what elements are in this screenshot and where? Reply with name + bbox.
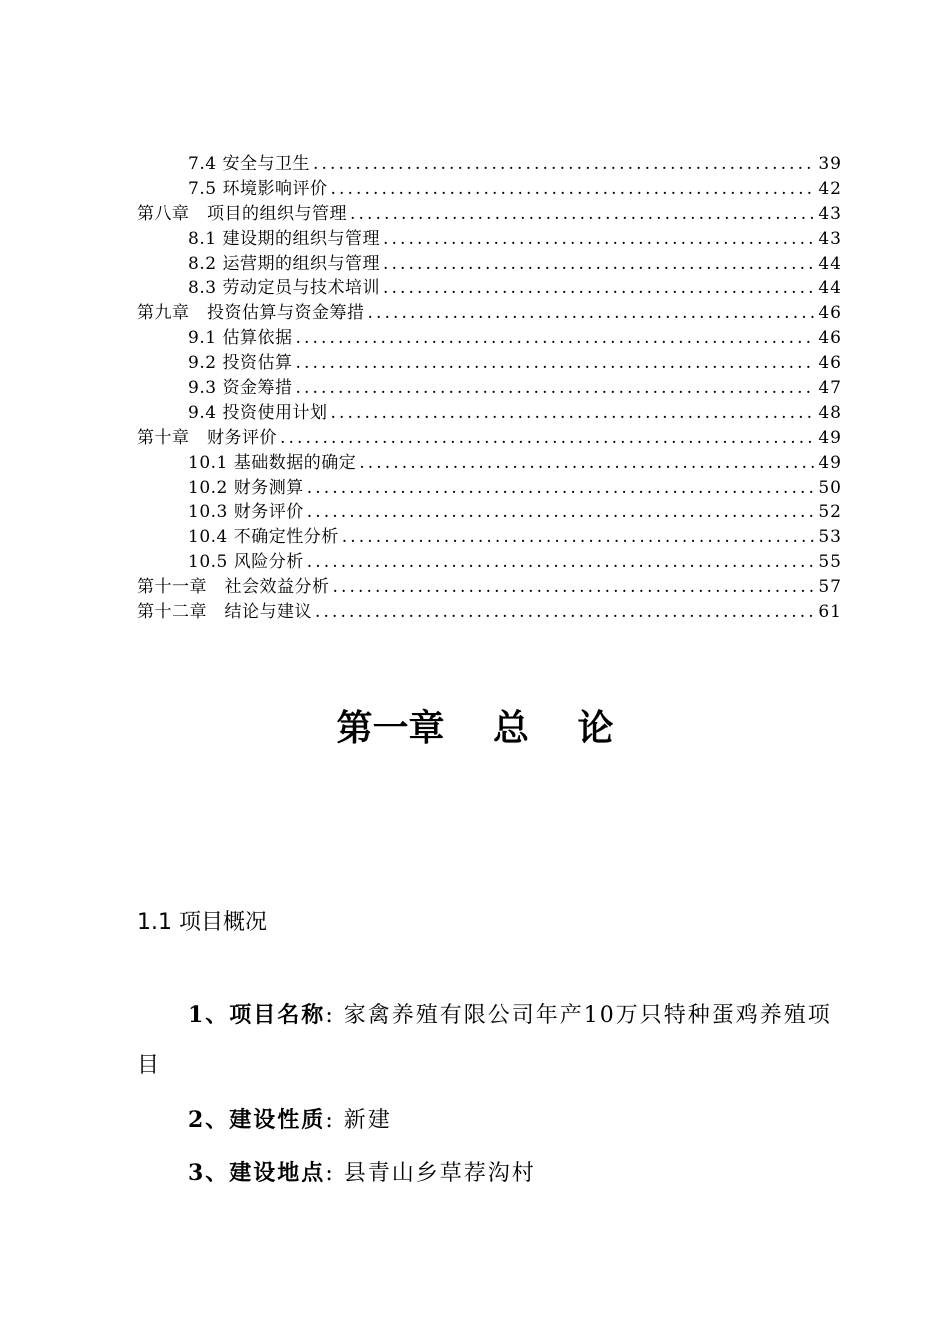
toc-entry[interactable] (137, 575, 842, 600)
toc-entry-page: 46 (818, 328, 842, 349)
project-name-paragraph (137, 990, 842, 1091)
toc-entry-page: 39 (818, 154, 842, 174)
toc-leader-dots (330, 177, 815, 202)
project-name-separator: : (325, 1003, 335, 1028)
toc-entry[interactable] (137, 600, 842, 625)
toc-entry-page: 42 (818, 178, 842, 199)
toc-entry-label: 8.3 劳动定员与技术培训 (188, 278, 380, 299)
toc-entry-label: 第十一章 社会效益分析 (137, 577, 330, 598)
toc-entry[interactable] (137, 550, 842, 575)
construction-type-paragraph (137, 1095, 842, 1146)
toc-entry[interactable] (137, 525, 842, 550)
toc-entry-label: 第十二章 结论与建议 (137, 602, 312, 623)
toc-leader-dots (315, 600, 815, 625)
toc-entry[interactable] (137, 451, 842, 476)
toc-entry-label: 10.2 财务测算 (188, 477, 304, 498)
toc-leader-dots (359, 451, 815, 476)
toc-entry-page: 48 (818, 402, 842, 423)
toc-entry[interactable] (137, 351, 842, 376)
toc-entry-page: 46 (818, 353, 842, 374)
toc-entry[interactable] (137, 152, 842, 177)
toc-entry[interactable] (137, 177, 842, 202)
toc-entry-label: 第十章 财务评价 (137, 427, 277, 448)
section-heading: 1.1 项目概况 (137, 910, 267, 935)
construction-site-paragraph (137, 1148, 842, 1199)
construction-type-separator: : (325, 1108, 335, 1133)
toc-entry-page: 43 (818, 203, 842, 224)
toc-leader-dots (307, 550, 816, 575)
toc-entry-page: 44 (818, 253, 842, 274)
toc-entry-label: 10.5 风险分析 (188, 552, 304, 573)
toc-entry-page: 43 (818, 228, 842, 249)
construction-site-key: 3、建设地点 (188, 1160, 326, 1186)
toc-entry-label: 8.2 运营期的组织与管理 (188, 253, 380, 274)
toc-leader-dots (280, 426, 815, 451)
toc-entry-label: 第九章 投资估算与资金筹措 (137, 303, 365, 324)
toc-entry-page: 47 (818, 378, 842, 399)
toc-entry-page: 57 (818, 577, 842, 598)
toc-leader-dots (295, 351, 815, 376)
toc-leader-dots (330, 401, 815, 426)
toc-leader-dots (295, 376, 815, 401)
toc-entry-page: 44 (818, 278, 842, 299)
toc-entry-label: 10.4 不确定性分析 (188, 527, 339, 548)
toc-leader-dots (368, 301, 816, 326)
toc-leader-dots (383, 227, 815, 252)
construction-type-key: 2、建设性质 (188, 1107, 326, 1133)
toc-entry[interactable] (137, 376, 842, 401)
toc-entry[interactable] (137, 401, 842, 426)
toc-entry-label: 9.1 估算依据 (188, 328, 293, 349)
toc-entry-label: 8.1 建设期的组织与管理 (188, 228, 380, 249)
toc-entry-label: 9.4 投资使用计划 (188, 402, 328, 423)
toc-entry-label: 7.5 环境影响评价 (188, 178, 328, 199)
toc-entry-page: 49 (818, 427, 842, 448)
toc-leader-dots (313, 152, 815, 177)
toc-entry-label: 9.3 资金筹措 (188, 378, 293, 399)
toc-leader-dots (307, 500, 816, 525)
toc-entry[interactable] (137, 202, 842, 227)
toc-entry-label: 9.2 投资估算 (188, 353, 293, 374)
toc-entry-page: 50 (818, 477, 842, 498)
table-of-contents (137, 152, 842, 625)
toc-entry-label: 7.4 安全与卫生 (188, 154, 310, 174)
toc-entry[interactable] (137, 500, 842, 525)
chapter-title: 第一章 总 论 (336, 707, 614, 749)
toc-entry[interactable] (137, 426, 842, 451)
toc-entry-label: 10.1 基础数据的确定 (188, 452, 357, 473)
toc-leader-dots (307, 476, 816, 501)
toc-entry-page: 52 (818, 502, 842, 523)
project-name-value: 家禽养殖有限公司年产10万只特种蛋鸡养殖项目 (137, 1003, 832, 1078)
toc-entry-label: 第八章 项目的组织与管理 (137, 203, 347, 224)
toc-entry-page: 53 (818, 527, 842, 548)
toc-entry-page: 61 (818, 602, 842, 623)
construction-site-separator: : (325, 1161, 335, 1186)
toc-leader-dots (383, 276, 815, 301)
toc-entry-page: 49 (818, 452, 842, 473)
toc-entry[interactable] (137, 476, 842, 501)
toc-leader-dots (350, 202, 815, 227)
toc-leader-dots (295, 326, 815, 351)
toc-leader-dots (342, 525, 816, 550)
project-name-key: 1、项目名称 (188, 1002, 326, 1028)
toc-entry-page: 55 (818, 552, 842, 573)
toc-entry-label: 10.3 财务评价 (188, 502, 304, 523)
toc-entry[interactable] (137, 276, 842, 301)
toc-leader-dots (333, 575, 816, 600)
construction-site-value: 县青山乡草荐沟村 (343, 1161, 536, 1186)
toc-leader-dots (383, 252, 815, 277)
toc-entry[interactable] (137, 227, 842, 252)
construction-type-value: 新建 (343, 1108, 392, 1133)
toc-entry[interactable] (137, 252, 842, 277)
toc-entry-page: 46 (818, 303, 842, 324)
toc-entry[interactable] (137, 301, 842, 326)
toc-entry[interactable] (137, 326, 842, 351)
